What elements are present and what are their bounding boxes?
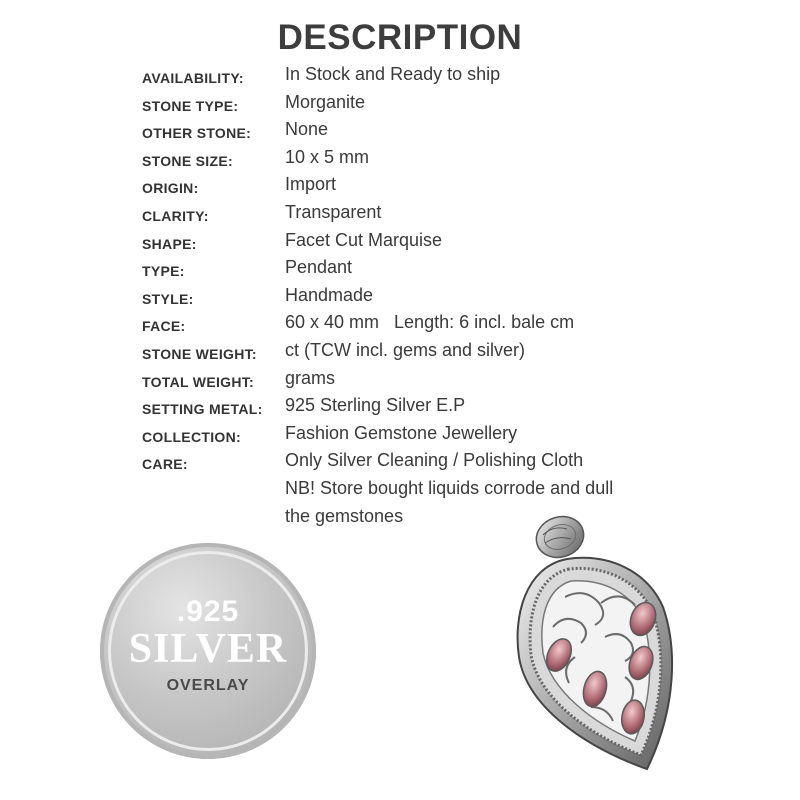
spec-value: ct (TCW incl. gems and silver) — [285, 339, 526, 360]
spec-label: STYLE: — [142, 290, 194, 307]
spec-row-care-note — [142, 478, 762, 506]
spec-label: STONE WEIGHT: — [142, 345, 257, 362]
spec-value: Transparent — [285, 201, 382, 222]
spec-label: STONE SIZE: — [142, 152, 233, 169]
pendant-image — [505, 507, 685, 777]
spec-label: TOTAL WEIGHT: — [142, 373, 255, 390]
spec-row-stone-type — [142, 92, 762, 120]
spec-value: Handmade — [285, 284, 374, 305]
page-title: DESCRIPTION — [277, 18, 523, 57]
spec-row-face — [142, 312, 762, 340]
spec-value: 925 Sterling Silver E.P — [285, 395, 466, 416]
spec-value: 60 x 40 mm Length: 6 incl. bale cm — [285, 312, 575, 333]
spec-value: the gemstones — [285, 505, 404, 526]
spec-value: Only Silver Cleaning / Polishing Cloth — [285, 450, 584, 471]
spec-value: grams — [285, 367, 336, 388]
spec-label: CARE: — [142, 456, 188, 473]
spec-row-availability — [142, 64, 762, 92]
spec-value: Pendant — [285, 257, 353, 278]
spec-row-other-stone — [142, 119, 762, 147]
spec-value: Fashion Gemstone Jewellery — [285, 422, 518, 443]
spec-row-clarity — [142, 202, 762, 230]
badge-purity: .925 — [176, 595, 240, 628]
spec-label: SHAPE: — [142, 235, 197, 252]
spec-value: None — [285, 119, 329, 140]
spec-value: Morganite — [285, 91, 366, 112]
spec-label: COLLECTION: — [142, 428, 241, 445]
spec-row-shape — [142, 230, 762, 258]
spec-label: STONE TYPE: — [142, 97, 239, 114]
spec-row-total-weight — [142, 368, 762, 396]
spec-label: FACE: — [142, 318, 186, 335]
spec-label: OTHER STONE: — [142, 125, 252, 142]
silver-overlay-badge — [100, 543, 316, 759]
spec-value: Facet Cut Marquise — [285, 229, 443, 250]
spec-label: TYPE: — [142, 263, 185, 280]
spec-value: Import — [285, 174, 337, 195]
spec-label: CLARITY: — [142, 207, 209, 224]
pendant-bale — [531, 511, 589, 564]
spec-row-type — [142, 257, 762, 285]
badge-overlay: OVERLAY — [166, 677, 250, 694]
spec-label: SETTING METAL: — [142, 401, 263, 418]
spec-row-stone-size — [142, 147, 762, 175]
spec-row-setting-metal — [142, 395, 762, 423]
badge-silver: SILVER — [128, 626, 288, 672]
spec-row-style — [142, 285, 762, 313]
spec-value: NB! Store bought liquids corrode and dull — [285, 477, 614, 498]
spec-row-stone-weight — [142, 340, 762, 368]
spec-row-collection — [142, 423, 762, 451]
spec-table — [142, 64, 762, 533]
spec-row-origin — [142, 174, 762, 202]
spec-label: AVAILABILITY: — [142, 70, 244, 86]
spec-row-care — [142, 450, 762, 478]
spec-value: 10 x 5 mm — [285, 146, 370, 167]
spec-label: ORIGIN: — [142, 180, 199, 197]
spec-value: In Stock and Ready to ship — [285, 64, 501, 84]
